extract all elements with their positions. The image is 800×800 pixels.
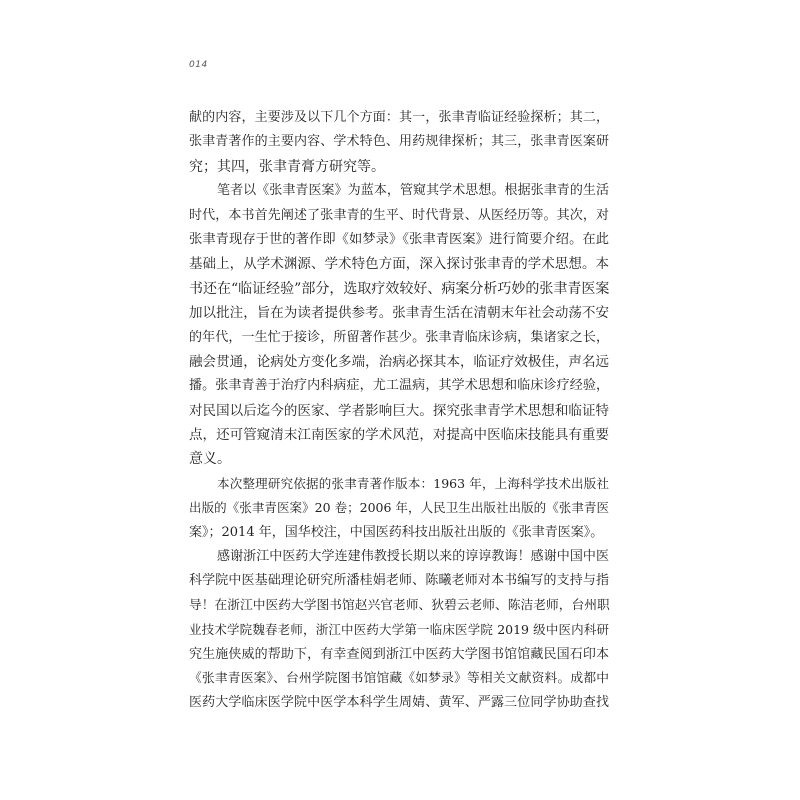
text-line: 感谢浙江中医药大学连建伟教授长期以来的谆谆教诲！感谢中国中医 [217,549,609,565]
text-line: 献的内容，主要涉及以下几个方面：其一，张聿青临证经验探析；其二， [189,110,609,125]
text-line: 《张聿青医案》、台州学院图书馆馆藏《如梦录》等相关文献资料。成都中 [189,670,609,686]
text-line: 加以批注，旨在为读者提供参考。张聿青生活在清朝末年社会动荡不安 [189,305,609,322]
text-line: 笔者以《张聿青医案》为蓝本，管窥其学术思想。根据张聿青的生活 [217,183,609,199]
text-line: 本次整理研究依据的张聿青著作版本：1963 年，上海科学技术出版社 [217,475,609,491]
text-line: 案》；2014 年，国华校注，中国医药科技出版社出版的《张聿青医案》。 [189,524,604,540]
text-line: 张聿青著作的主要内容、学术特色、用药规律探析；其三，张聿青医案研 [189,134,609,150]
text-line: 医药大学临床医学院中医学本科学生周婧、黄军、严露三位同学协助查找 [189,695,609,711]
text-line: 的年代，一生忙于接诊，所留著作甚少。张聿青临床诊病，集诸家之长， [189,329,609,345]
text-line: 业技术学院魏春老师，浙江中医药大学第一临床医学院 2019 级中医内科研 [189,622,609,638]
text-line: 出版的《张聿青医案》20 卷；2006 年，人民卫生出版社出版的《张聿青医 [189,500,609,516]
text-line: 点，还可管窥清末江南医家的学术风范，对提高中医临床技能具有重要 [189,427,609,444]
text-line: 科学院中医基础理论研究所潘桂娟老师、陈曦老师对本书编写的支持与指 [189,573,609,589]
text-line: 究；其四，张聿青膏方研究等。 [189,158,385,175]
text-line: 书还在“临证经验”部分，选取疗效较好、病案分析巧妙的张聿青医案 [189,280,610,297]
text-line: 对民国以后迄今的医家、学者影响巨大。探究张聿青学术思想和临证特 [189,402,609,419]
body-text [189,106,609,716]
text-line: 时代，本书首先阐述了张聿青的生平、时代背景、从医经历等。其次，对 [189,207,609,223]
text-line: 张聿青现存于世的著作即《如梦录》《张聿青医案》进行简要介绍。在此 [189,231,609,247]
page-number: 014 [189,60,208,70]
text-line: 导！在浙江中医药大学图书馆赵兴官老师、狄碧云老师、陈洁老师，台州职 [189,597,610,613]
text-line: 基础上，从学术渊源、学术特色方面，深入探讨张聿青的学术思想。本 [189,256,609,273]
text-line: 意义。 [189,451,231,468]
text-line: 融会贯通，论病处方变化多端，治病必探其本，临证疗效极佳，声名远 [189,353,609,370]
text-line: 播。张聿青善于治疗内科病症，尤工温病，其学术思想和临床诊疗经验， [189,378,609,394]
text-line: 究生施侠威的帮助下，有幸查阅到浙江中医药大学图书馆馆藏民国石印本 [189,646,609,662]
